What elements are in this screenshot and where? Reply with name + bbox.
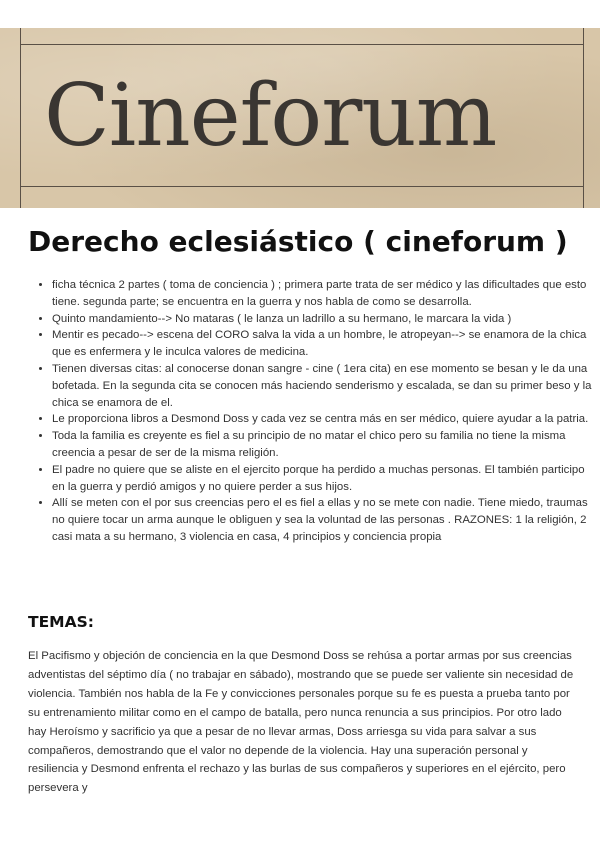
banner-rule-top xyxy=(20,44,584,45)
list-item: • El padre no quiere que se aliste en el ejercito porque ha perdido a muchas personas. El también participo en la guerra y perdió amigos y no quiere perder a sus hijos. xyxy=(52,462,592,496)
banner-rule-left xyxy=(20,28,21,208)
list-item: • Tienen diversas citas: al conocerse donan sangre - cine ( 1era cita) en ese momento se besan y le da una bofetada. En la segunda cita se conocen más haciendo senderismo y escalada, se dan su primer beso y la chica se enamora de el. xyxy=(52,361,592,411)
list-item: • ficha técnica 2 partes ( toma de conciencia ) ; primera parte trata de ser médico y las dificultades que esto tiene. segunda parte; se encuentra en la guerra y nos habla de como se desarrolla. xyxy=(52,277,592,311)
themes-heading: TEMAS: xyxy=(28,613,94,631)
themes-paragraph: El Pacifismo y objeción de conciencia en la que Desmond Doss se rehúsa a portar armas por sus creencias adventistas del séptimo día ( no trabajar en sábado), mostrando que se puede ser valiente sin necesidad de violencia. También nos habla de la Fe y convicciones personales porque su fe es puesta a prueba tanto por su entrenamiento militar como en el campo de batalla, pero nunca renuncia a sus principios. Por otro lado hay Heroísmo y sacrificio ya que a pesar de no llevar armas, Doss arriesga su vida para salvar a sus compañeros, demostrando que el valor no depende de la violencia. Hay una superación personal y resiliencia y Desmond enfrenta el rechazo y las burlas de sus compañeros y superiores en el ejército, pero persevera y xyxy=(28,650,574,795)
banner-title: Cineforum xyxy=(44,66,497,166)
list-item: • Le proporciona libros a Desmond Doss y cada vez se centra más en ser médico, quiere ayudar a la patria. xyxy=(52,411,592,428)
banner-rule-bottom xyxy=(20,186,584,187)
list-item: • Quinto mandamiento--> No mataras ( le lanza un ladrillo a su hermano, le marcara la vida ) xyxy=(52,311,592,328)
banner-rule-right xyxy=(583,28,584,208)
list-item: • Toda la familia es creyente es fiel a su principio de no matar el chico pero su familia no tiene la misma creencia a pesar de ser de la misma religión. xyxy=(52,428,592,462)
header-banner xyxy=(0,28,600,208)
list-item: • Allí se meten con el por sus creencias pero el es fiel a ellas y no se mete con nadie. Tiene miedo, traumas no quiere tocar un arma aunque le obliguen y sea la voluntad de las personas . RAZONES: 1 la religión, 2 casi mata a su hermano, 3 violencia en casa, 4 principios y conciencia propia xyxy=(52,495,592,545)
notes-list xyxy=(30,277,592,546)
page-title: Derecho eclesiástico ( cineforum ) xyxy=(28,225,568,258)
list-item: • Mentir es pecado--> escena del CORO salva la vida a un hombre, le atropeyan--> se enamora de la chica que es enfermera y le inculca valores de medicina. xyxy=(52,327,592,361)
